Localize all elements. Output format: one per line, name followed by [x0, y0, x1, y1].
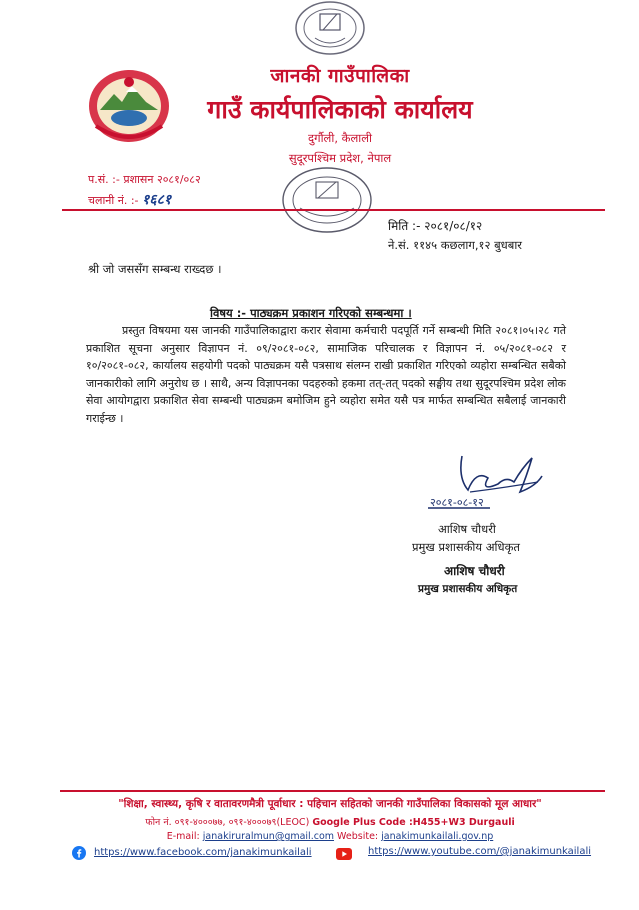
handwritten-signature — [410, 448, 550, 518]
location-province: सुदूरपश्चिम प्रदेश, नेपाल — [288, 151, 392, 165]
chalani-number: १६८१ — [142, 192, 172, 208]
stamp-name: आशिष चौधरी — [444, 564, 505, 578]
website-link[interactable]: janakimunkailali.gov.np — [381, 831, 494, 842]
date-bs: मिति :- २०८१/०८/१२ — [388, 219, 483, 233]
footer-phone: फोन नं. ०९१-४०००७७, ०९१-४०००७९(LEOC) — [145, 817, 310, 828]
date-ns: ने.सं. ११४५ कछलाग,१२ बुधबार — [388, 238, 522, 252]
subject-line: विषय :- पाठ्यक्रम प्रकाशन गरिएको सम्बन्धमा । — [210, 306, 412, 320]
footer-phone-row — [60, 815, 600, 828]
youtube-icon[interactable] — [336, 848, 352, 860]
youtube-link[interactable]: https://www.youtube.com/@janakimunkailali — [368, 846, 592, 857]
facebook-link[interactable]: https://www.facebook.com/janakimunkailali — [94, 847, 312, 858]
office-seal-icon — [293, 0, 367, 58]
email-link[interactable]: janakiruralmun@gmail.com — [202, 831, 335, 842]
header-divider — [62, 209, 605, 211]
footer-slogan: "शिक्षा, स्वास्थ्य, कृषि र वातावरणमैत्री पूर्वाधार : पहिचान सहितको जानकी गाउँपालिका विकासको मूल आधार" — [118, 798, 542, 810]
recipient: श्री जो जससँग सम्बन्ध राख्दछ । — [88, 262, 222, 276]
footer-divider — [60, 790, 605, 792]
org-name: जानकी गाउँपालिका — [270, 65, 410, 87]
stamp-title: प्रमुख प्रशासकीय अधिकृत — [418, 583, 518, 595]
office-stamp-icon — [278, 162, 376, 238]
letter-body — [86, 322, 566, 428]
footer-email-row — [60, 831, 600, 842]
signature-date: २०८१-०८-१२ — [430, 496, 484, 509]
reference-ps: प.सं. :- प्रशासन २०८१/०८२ — [88, 173, 201, 186]
facebook-icon[interactable] — [72, 846, 86, 860]
email-label: E-mail: — [166, 831, 200, 842]
letter-body-text: प्रस्तुत विषयमा यस जानकी गाउँपालिकाद्वारा करार सेवामा कर्मचारी पदपूर्ति गर्ने सम्बन्धी मिति २०८१।०५।२८ गते प्रकाशित सूचना अनुसार विज्ञापन नं. ०९/२०८१-०८२, सामाजिक परिचालक र विज्ञापन नं. ०५/२०८१-०८२ र १०/२०८१-०८२, कार्यालय सहयोगी पदको पाठ्यक्रम यसै पत्रसाथ संलग्न राखी प्रकाशित गरिएको व्यहोरा सम्बन्धित सबैको जानकारीको लागि अनुरोध छ । साथै, अन्य विज्ञापनका पदहरुको हकमा तत्-तत् पदको सङ्घीय तथा सुदूरपश्चिम प्रदेश लोक सेवा आयोगद्वारा प्रकाशित सेवा सम्बन्धी पाठ्यक्रम बमोजिम हुने व्यहोरा समेत यसै पत्र मार्फत सम्बन्धित सबैलाई जानकारी गराईन्छ । — [86, 324, 566, 425]
reference-chalani — [88, 190, 171, 209]
website-label: Website: — [337, 831, 379, 842]
location-district: दुर्गौली, कैलाली — [307, 131, 373, 145]
office-title: गाउँ कार्यपालिकाको कार्यालय — [207, 95, 473, 124]
signatory-title: प्रमुख प्रशासकीय अधिकृत — [412, 540, 520, 554]
google-plus-code: Google Plus Code :H455+W3 Durgauli — [312, 817, 515, 828]
chalani-label: चलानी नं. :- — [88, 194, 139, 207]
signatory-name: आशिष चौधरी — [438, 522, 496, 536]
